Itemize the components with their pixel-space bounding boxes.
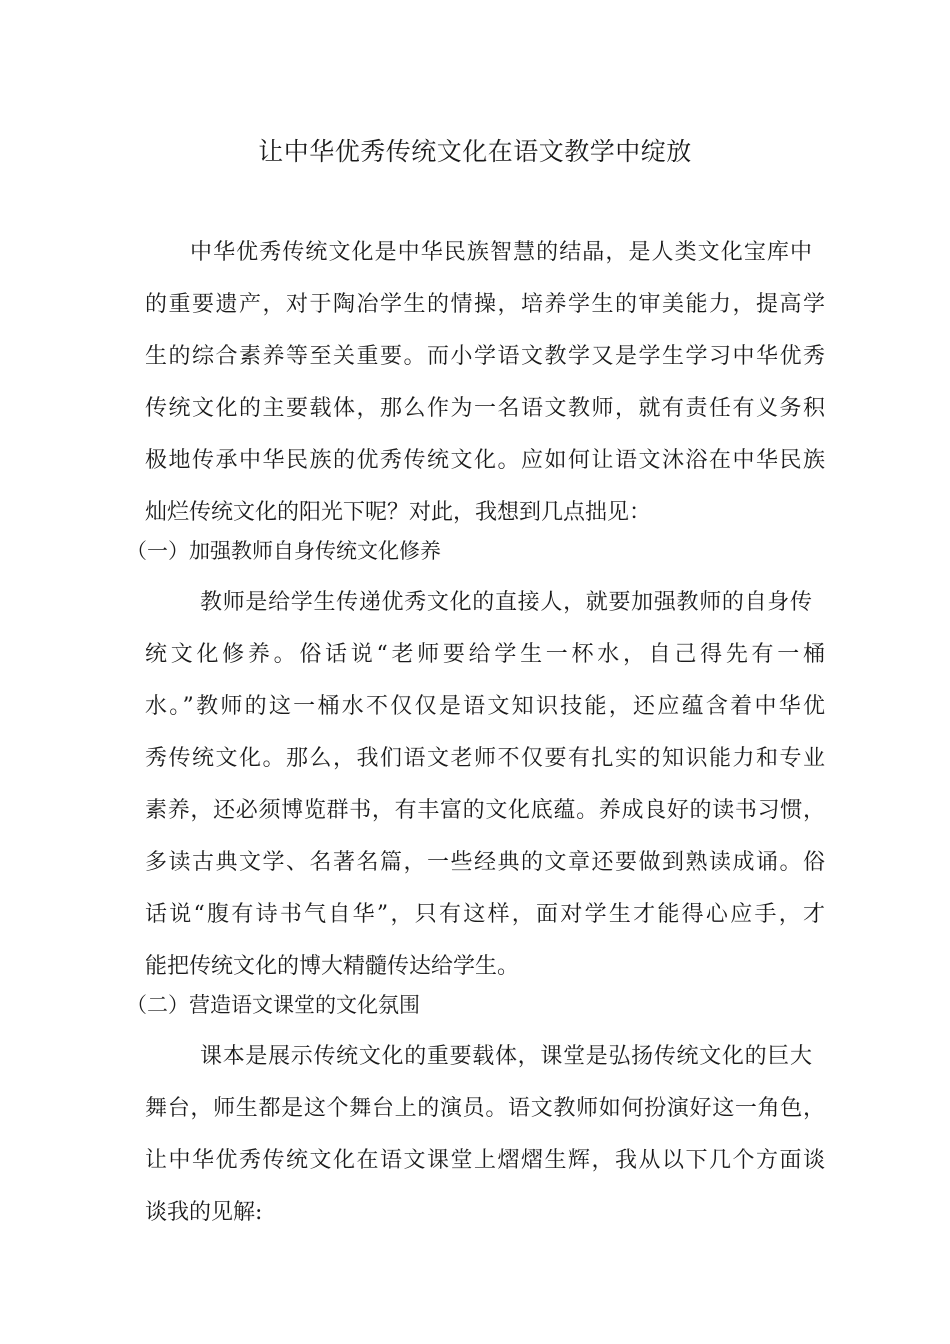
document-title: 让中华优秀传统文化在语文教学中绽放 (258, 137, 692, 166)
section-2-line-4: 谈我的见解: (145, 1200, 263, 1225)
section-1-line-4: 秀传统文化。那么，我们语文老师不仅要有扎实的知识能力和专业 (145, 746, 825, 771)
section-2-line-1: 课本是展示传统文化的重要载体，课堂是弘扬传统文化的巨大 (200, 1044, 812, 1069)
section-1-line-5: 素养，还必须博览群书，有丰富的文化底蕴。养成良好的读书习惯， (145, 798, 825, 823)
section-1-line-7: 话说“腹有诗书气自华”，只有这样，面对学生才能得心应手，才 (145, 902, 825, 927)
section-2-heading: （二）营造语文课堂的文化氛围 (126, 993, 420, 1017)
section-1-line-6: 多读古典文学、名著名篇，一些经典的文章还要做到熟读成诵。俗 (145, 850, 825, 875)
intro-line-3: 生的综合素养等至关重要。而小学语文教学又是学生学习中华优秀 (145, 344, 825, 369)
intro-line-4: 传统文化的主要载体，那么作为一名语文教师，就有责任有义务积 (145, 396, 825, 421)
section-1-line-8: 能把传统文化的博大精髓传达给学生。 (145, 954, 520, 979)
intro-line-2: 的重要遗产，对于陶冶学生的情操，培养学生的审美能力，提高学 (145, 292, 825, 317)
section-1-line-1: 教师是给学生传递优秀文化的直接人，就要加强教师的自身传 (200, 590, 812, 615)
intro-line-6: 灿烂传统文化的阳光下呢？对此，我想到几点拙见： (145, 500, 652, 525)
section-1-line-3: 水。”教师的这一桶水不仅仅是语文知识技能，还应蕴含着中华优 (145, 694, 825, 719)
intro-line-1: 中华优秀传统文化是中华民族智慧的结晶，是人类文化宝库中 (190, 240, 812, 265)
section-2-line-2: 舞台，师生都是这个舞台上的演员。语文教师如何扮演好这一角色， (145, 1096, 825, 1121)
intro-line-5: 极地传承中华民族的优秀传统文化。应如何让语文沐浴在中华民族 (145, 448, 825, 473)
section-1-heading: （一）加强教师自身传统文化修养 (126, 539, 441, 563)
section-1-line-2: 统文化修养。俗话说“老师要给学生一杯水，自己得先有一桶 (145, 642, 825, 667)
section-2-line-3: 让中华优秀传统文化在语文课堂上熠熠生辉，我从以下几个方面谈 (145, 1148, 825, 1173)
